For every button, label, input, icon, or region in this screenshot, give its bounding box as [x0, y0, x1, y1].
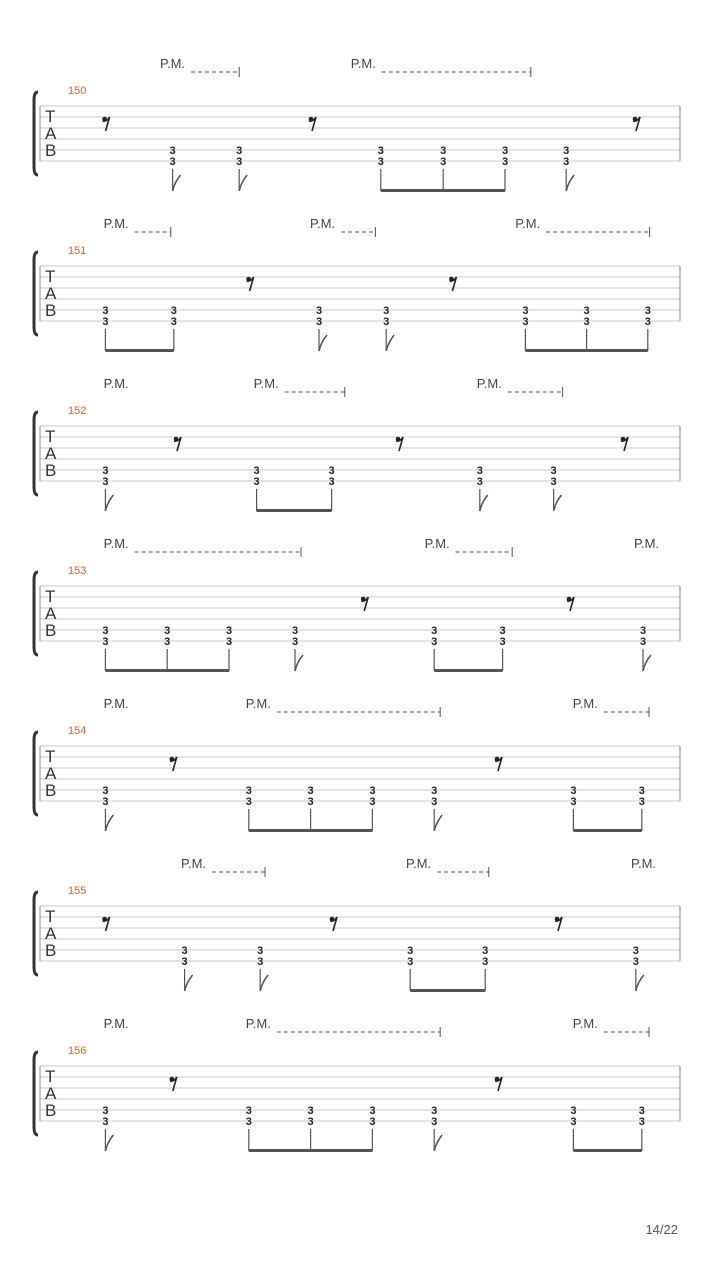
fret-number: 3 [225, 625, 233, 637]
palm-mute-label: P.M. [476, 376, 502, 391]
fret-number: 3 [169, 156, 176, 168]
tab-clef-letter: T [45, 427, 56, 446]
eighth-rest [495, 757, 502, 771]
tab-clef-letter: T [45, 747, 56, 766]
power-chord-note [431, 1105, 442, 1151]
fret-number: 3 [170, 316, 177, 328]
note-beam [525, 349, 647, 352]
tab-clef-letter: A [45, 604, 57, 623]
fret-number: 3 [431, 1116, 438, 1128]
fret-number: 3 [632, 945, 639, 957]
note-flag [319, 335, 327, 351]
note-flag [239, 175, 247, 191]
fret-number: 3 [169, 145, 176, 157]
tab-clef-letter: T [45, 907, 56, 926]
fret-number: 3 [440, 145, 447, 157]
fret-number: 3 [257, 956, 264, 968]
eighth-rest [170, 757, 177, 771]
tab-clef-letter: T [45, 587, 56, 606]
power-chord-note [639, 785, 645, 831]
power-chord-note [378, 145, 384, 191]
fret-number: 3 [307, 1116, 314, 1128]
tab-clef-letter: A [45, 124, 57, 143]
fret-number: 3 [377, 156, 384, 168]
power-chord-note [431, 625, 437, 671]
fret-number: 3 [407, 945, 414, 957]
tab-clef-letter: A [45, 924, 57, 943]
note-beam [573, 829, 641, 832]
eighth-rest [449, 277, 456, 291]
note-flag [173, 175, 181, 191]
fret-number: 3 [550, 476, 557, 488]
palm-mute-label: P.M. [424, 536, 450, 551]
fret-number: 3 [431, 625, 438, 637]
eighth-rest [330, 917, 337, 931]
power-chord-note [170, 145, 181, 191]
measure-number: 155 [68, 885, 87, 897]
tab-clef-letter: B [45, 781, 57, 800]
fret-number: 3 [431, 636, 438, 648]
tab-system-151 [0, 218, 720, 378]
power-chord-note [254, 465, 260, 511]
palm-mute-label: P.M. [572, 1016, 598, 1031]
fret-number: 3 [632, 956, 639, 968]
palm-mute-label: P.M. [634, 536, 660, 551]
power-chord-note [102, 465, 113, 511]
palm-mute-label: P.M. [253, 376, 279, 391]
fret-number: 3 [550, 465, 557, 477]
system-bracket [34, 1052, 38, 1135]
measure-number: 150 [68, 85, 87, 97]
fret-number: 3 [315, 316, 323, 328]
fret-number: 3 [431, 796, 438, 808]
fret-number: 3 [253, 476, 260, 488]
eighth-rest [396, 437, 403, 451]
power-chord-note [640, 625, 651, 671]
system-bracket [34, 732, 38, 815]
power-chord-note [551, 465, 562, 511]
power-chord-note [308, 1105, 314, 1151]
tab-system-156 [0, 1018, 720, 1178]
tab-clef-letter: A [45, 444, 57, 463]
fret-number: 3 [440, 156, 447, 168]
eighth-rest [621, 437, 628, 451]
palm-mute-label: P.M. [406, 856, 432, 871]
system-bracket [34, 92, 38, 175]
power-chord-note [440, 145, 446, 191]
fret-number: 3 [181, 956, 188, 968]
fret-number: 3 [407, 956, 414, 968]
fret-number: 3 [236, 156, 243, 168]
note-beam [381, 189, 505, 192]
fret-number: 3 [638, 1105, 645, 1117]
tab-staff-svg [0, 378, 720, 538]
note-flag [105, 495, 113, 511]
power-chord-note [633, 945, 644, 991]
palm-mute-label: P.M. [160, 56, 186, 71]
note-beam [573, 1149, 641, 1152]
note-flag [105, 815, 113, 831]
eighth-rest [555, 917, 562, 931]
fret-number: 3 [102, 316, 109, 328]
tab-system-154 [0, 698, 720, 858]
note-flag [434, 1135, 442, 1151]
fret-number: 3 [102, 625, 109, 637]
power-chord-note [171, 305, 177, 351]
fret-number: 3 [639, 625, 647, 637]
palm-mute-label: P.M. [103, 376, 129, 391]
power-chord-note [407, 945, 413, 991]
power-chord-note [257, 945, 268, 991]
power-chord-note [584, 305, 590, 351]
fret-number: 3 [236, 145, 243, 157]
tab-staff-svg [0, 1018, 720, 1178]
fret-number: 3 [638, 1116, 645, 1128]
eighth-rest [102, 117, 109, 131]
fret-number: 3 [570, 1105, 577, 1117]
tab-staff-svg [0, 218, 720, 378]
tab-system-153 [0, 538, 720, 698]
fret-number: 3 [307, 796, 314, 808]
tab-clef-letter: T [45, 1067, 56, 1086]
fret-number: 3 [181, 945, 188, 957]
power-chord-note [645, 305, 651, 351]
fret-number: 3 [164, 625, 171, 637]
fret-number: 3 [501, 145, 509, 157]
tab-clef-letter: A [45, 284, 57, 303]
power-chord-note [500, 625, 506, 671]
power-chord-note [246, 785, 252, 831]
fret-number: 3 [102, 785, 109, 797]
note-flag [185, 975, 193, 991]
power-chord-note [102, 1105, 113, 1151]
measure-number: 154 [68, 725, 87, 737]
tab-system-150 [0, 58, 720, 218]
fret-number: 3 [102, 465, 109, 477]
fret-number: 3 [383, 316, 390, 328]
power-chord-note [308, 785, 314, 831]
power-chord-note [102, 625, 108, 671]
power-chord-note [102, 305, 108, 351]
power-chord-note [164, 625, 170, 671]
fret-number: 3 [644, 316, 651, 328]
measure-number: 156 [68, 1045, 87, 1057]
power-chord-note [477, 465, 488, 511]
power-chord-note [563, 145, 574, 191]
fret-number: 3 [369, 785, 376, 797]
note-beam [257, 509, 332, 512]
fret-number: 3 [563, 145, 570, 157]
tab-clef-letter: T [45, 267, 56, 286]
fret-number: 3 [499, 636, 506, 648]
power-chord-note [292, 625, 303, 671]
fret-number: 3 [383, 305, 390, 317]
fret-number: 3 [431, 1105, 438, 1117]
power-chord-note [383, 305, 394, 351]
tab-clef-letter: A [45, 764, 57, 783]
note-beam [105, 669, 229, 672]
power-chord-note [316, 305, 327, 351]
fret-number: 3 [644, 305, 651, 317]
tab-staff-svg [0, 538, 720, 698]
fret-number: 3 [638, 796, 645, 808]
fret-number: 3 [476, 465, 483, 477]
measure-number: 151 [68, 245, 87, 257]
fret-number: 3 [225, 636, 233, 648]
eighth-rest [170, 1077, 177, 1091]
fret-number: 3 [369, 796, 376, 808]
tab-clef-letter: B [45, 301, 57, 320]
palm-mute-label: P.M. [631, 856, 657, 871]
note-flag [260, 975, 268, 991]
power-chord-note [182, 945, 193, 991]
fret-number: 3 [315, 305, 323, 317]
eighth-rest [361, 597, 368, 611]
fret-number: 3 [164, 636, 171, 648]
fret-number: 3 [328, 465, 335, 477]
note-beam [105, 349, 173, 352]
note-flag [566, 175, 574, 191]
note-flag [554, 495, 562, 511]
note-flag [295, 655, 303, 671]
tab-clef-letter: B [45, 141, 57, 160]
eighth-rest [102, 917, 109, 931]
system-bracket [34, 892, 38, 975]
fret-number: 3 [482, 945, 489, 957]
fret-number: 3 [257, 945, 264, 957]
eighth-rest [633, 117, 640, 131]
fret-number: 3 [307, 785, 314, 797]
power-chord-note [639, 1105, 645, 1151]
note-flag [386, 335, 394, 351]
power-chord-note [570, 1105, 576, 1151]
eighth-rest [567, 597, 574, 611]
power-chord-note [570, 785, 576, 831]
palm-mute-label: P.M. [245, 1016, 271, 1031]
palm-mute-label: P.M. [103, 1016, 129, 1031]
eighth-rest [246, 277, 253, 291]
fret-number: 3 [328, 476, 335, 488]
power-chord-note [482, 945, 488, 991]
measure-number: 152 [68, 405, 87, 417]
tab-system-152 [0, 378, 720, 538]
fret-number: 3 [501, 156, 509, 168]
measure-number: 153 [68, 565, 87, 577]
note-flag [480, 495, 488, 511]
system-bracket [34, 572, 38, 655]
fret-number: 3 [522, 316, 529, 328]
fret-number: 3 [369, 1116, 376, 1128]
fret-number: 3 [476, 476, 483, 488]
tab-staff-svg [0, 698, 720, 858]
fret-number: 3 [377, 145, 384, 157]
tab-clef-letter: B [45, 1101, 57, 1120]
fret-number: 3 [102, 636, 109, 648]
note-flag [643, 655, 651, 671]
palm-mute-label: P.M. [103, 216, 129, 231]
palm-mute-label: P.M. [181, 856, 207, 871]
tab-staff-svg [0, 58, 720, 218]
tab-system-155 [0, 858, 720, 1018]
fret-number: 3 [170, 305, 177, 317]
note-beam [434, 669, 502, 672]
fret-number: 3 [291, 625, 299, 637]
eighth-rest [495, 1077, 502, 1091]
tab-clef-letter: T [45, 107, 56, 126]
power-chord-note [329, 465, 335, 511]
fret-number: 3 [245, 796, 252, 808]
note-flag [434, 815, 442, 831]
fret-number: 3 [638, 785, 645, 797]
power-chord-note [431, 785, 442, 831]
fret-number: 3 [522, 305, 529, 317]
fret-number: 3 [102, 305, 109, 317]
fret-number: 3 [102, 1116, 109, 1128]
note-beam [410, 989, 485, 992]
eighth-rest [174, 437, 181, 451]
fret-number: 3 [102, 1105, 109, 1117]
fret-number: 3 [291, 636, 299, 648]
note-beam [249, 1149, 373, 1152]
power-chord-note [102, 785, 113, 831]
tab-clef-letter: B [45, 461, 57, 480]
fret-number: 3 [245, 1105, 252, 1117]
system-bracket [34, 412, 38, 495]
palm-mute-label: P.M. [310, 216, 336, 231]
power-chord-note [369, 785, 375, 831]
note-flag [105, 1135, 113, 1151]
tab-clef-letter: A [45, 1084, 57, 1103]
fret-number: 3 [431, 785, 438, 797]
eighth-rest [309, 117, 316, 131]
fret-number: 3 [583, 305, 590, 317]
power-chord-note [246, 1105, 252, 1151]
power-chord-note [236, 145, 247, 191]
fret-number: 3 [639, 636, 647, 648]
tab-staff-svg [0, 858, 720, 1018]
palm-mute-label: P.M. [572, 696, 598, 711]
fret-number: 3 [307, 1105, 314, 1117]
note-flag [636, 975, 644, 991]
palm-mute-label: P.M. [245, 696, 271, 711]
palm-mute-label: P.M. [350, 56, 376, 71]
fret-number: 3 [570, 785, 577, 797]
note-beam [249, 829, 373, 832]
power-chord-note [226, 625, 232, 671]
fret-number: 3 [245, 785, 252, 797]
tab-clef-letter: B [45, 621, 57, 640]
fret-number: 3 [369, 1105, 376, 1117]
fret-number: 3 [583, 316, 590, 328]
fret-number: 3 [245, 1116, 252, 1128]
fret-number: 3 [253, 465, 260, 477]
fret-number: 3 [102, 796, 109, 808]
palm-mute-label: P.M. [515, 216, 541, 231]
fret-number: 3 [482, 956, 489, 968]
power-chord-note [522, 305, 528, 351]
power-chord-note [502, 145, 508, 191]
palm-mute-label: P.M. [103, 536, 129, 551]
fret-number: 3 [499, 625, 506, 637]
fret-number: 3 [570, 796, 577, 808]
palm-mute-label: P.M. [103, 696, 129, 711]
power-chord-note [369, 1105, 375, 1151]
tab-clef-letter: B [45, 941, 57, 960]
page-number: 14/22 [645, 1222, 678, 1237]
system-bracket [34, 252, 38, 335]
fret-number: 3 [570, 1116, 577, 1128]
fret-number: 3 [102, 476, 109, 488]
fret-number: 3 [563, 156, 570, 168]
